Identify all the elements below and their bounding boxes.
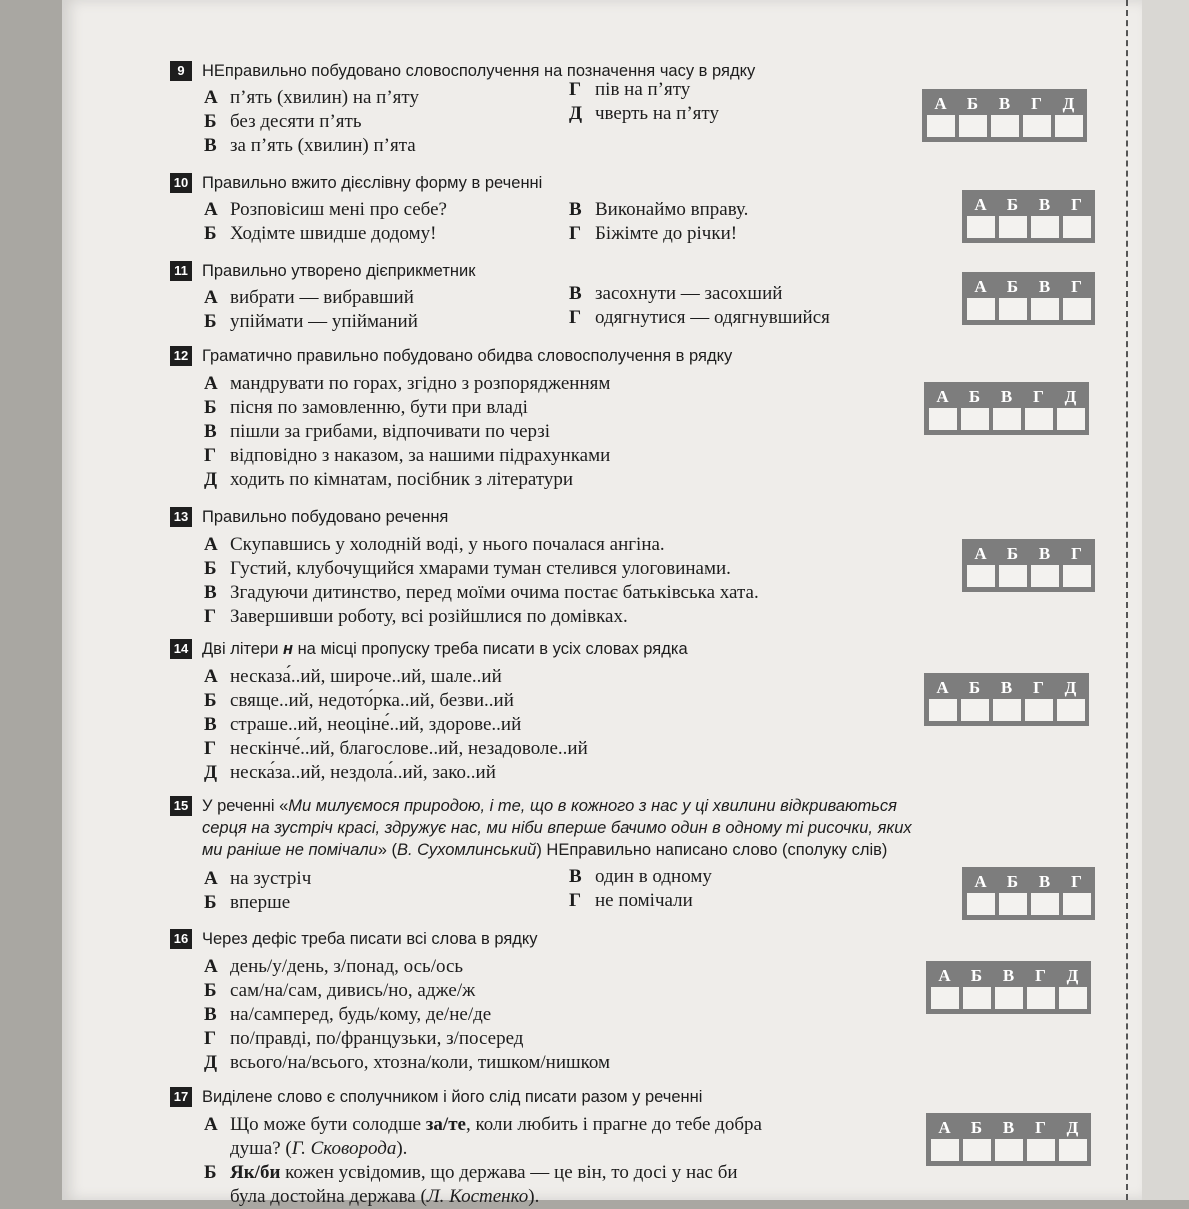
option-e: Д ходить по кімнатам, посібник з літератури	[204, 469, 574, 490]
option-b: Б без десяти п’ять	[204, 111, 362, 132]
option-b: Б пісня по замовленню, бути при владі	[204, 397, 528, 418]
question-number: 13	[170, 507, 192, 527]
question-12	[170, 345, 930, 492]
option-c: В на/самперед, будь/кому, де/не/де	[204, 1004, 492, 1025]
question-number: 16	[170, 929, 192, 949]
answer-box[interactable]	[1057, 408, 1085, 430]
question-13	[170, 506, 930, 629]
option-a: А мандрувати по горах, згідно з розпорядженням	[204, 373, 611, 394]
option-a: А несказа́..ий, широче..ий, шале..ий	[204, 666, 502, 687]
question-text: У реченні «Ми милуємося природою, і те, що в кожного з нас у ці хвилини відкриваються серця на зустріч красі, здружує нас, ми ніби вперше бачимо один в одному ті рисочки, яких ми раніше не помічали» (В. Сухомлинський) НЕправильно написано слово (сполуку слів)	[202, 797, 912, 859]
question-15	[170, 795, 915, 915]
option-a: А п’ять (хвилин) на п’яту	[204, 87, 419, 108]
answer-box[interactable]	[1055, 115, 1083, 137]
answer-box[interactable]	[967, 216, 995, 238]
answer-box[interactable]	[1063, 893, 1091, 915]
answer-box[interactable]	[1025, 408, 1053, 430]
question-17	[170, 1086, 930, 1209]
option-c: В Згадуючи дитинство, перед моїми очима постає батьківська хата.	[204, 582, 759, 603]
answer-box[interactable]	[1025, 699, 1053, 721]
question-text: Виділене слово є сполучником і його слід писати разом у реченні	[202, 1088, 703, 1106]
option-c: В за п’ять (хвилин) п’ята	[204, 135, 416, 156]
question-number: 14	[170, 639, 192, 659]
option-a: А день/у/день, з/понад, ось/ось	[204, 956, 464, 977]
option-d: Г відповідно з наказом, за нашими підрахунками	[204, 445, 611, 466]
question-14	[170, 638, 930, 785]
option-b: Б свяще..ий, недото́рка..ий, безви..ий	[204, 690, 514, 711]
answer-box[interactable]	[931, 987, 959, 1009]
answer-box[interactable]	[929, 408, 957, 430]
answer-box[interactable]	[961, 408, 989, 430]
question-number: 17	[170, 1087, 192, 1107]
option-b-continued: була достойна держава (Л. Костенко).	[230, 1186, 540, 1207]
answer-box[interactable]	[967, 298, 995, 320]
question-text: Правильно вжито дієслівну форму в реченні	[202, 174, 543, 192]
question-text: Граматично правильно побудовано обидва словосполучення в рядку	[202, 347, 733, 365]
answer-box[interactable]	[999, 893, 1027, 915]
answer-box[interactable]	[1063, 216, 1091, 238]
answer-box[interactable]	[1031, 893, 1059, 915]
question-9	[170, 60, 930, 158]
answer-grid-15: А Б В Г	[962, 867, 1095, 920]
option-a-continued: душа? (Г. Сковорода).	[230, 1138, 408, 1159]
option-e: Д всього/на/всього, хтозна/коли, тишком/нишком	[204, 1052, 611, 1073]
option-b: Б сам/на/сам, дивись/но, адже/ж	[204, 980, 476, 1001]
answer-box[interactable]	[1027, 987, 1055, 1009]
option-e: Д неска́за..ий, нездола́..ий, зако..ий	[204, 762, 496, 783]
answer-box[interactable]	[999, 565, 1027, 587]
option-c: В страше..ий, неоціне́..ий, здорове..ий	[204, 714, 522, 735]
answer-grid-11: А Б В Г	[962, 272, 1095, 325]
answer-box[interactable]	[1063, 565, 1091, 587]
answer-box[interactable]	[927, 115, 955, 137]
option-b: Б Густий, клубочущийся хмарами туман стелився улоговинами.	[204, 558, 731, 579]
option-b: Б Ходімте швидше додому!	[204, 223, 437, 244]
question-number: 10	[170, 173, 192, 193]
answer-box[interactable]	[1031, 298, 1059, 320]
answer-box[interactable]	[931, 1139, 959, 1161]
option-b: Б упіймати — упійманий	[204, 311, 418, 332]
option-d: Г нескінче́..ий, благослове..ий, незадоволе..ий	[204, 738, 588, 759]
question-text: Правильно побудовано речення	[202, 508, 449, 526]
option-a: А Що може бути солодше за/те, коли любить і прагне до тебе добра	[204, 1114, 762, 1135]
answer-box[interactable]	[967, 893, 995, 915]
option-a: А Скупавшись у холодній воді, у нього почалася ангіна.	[204, 534, 665, 555]
answer-box[interactable]	[959, 115, 987, 137]
answer-grid-13: А Б В Г	[962, 539, 1095, 592]
option-d: Г одягнутися — одягнувшийся	[569, 307, 830, 328]
answer-box[interactable]	[967, 565, 995, 587]
option-e: Д чверть на п’яту	[569, 103, 719, 124]
answer-box[interactable]	[1031, 216, 1059, 238]
question-text: НЕправильно побудовано словосполучення на позначення часу в рядку	[202, 62, 756, 80]
option-c: В засохнути — засохший	[569, 283, 783, 304]
answer-grid-12: А Б В Г Д	[924, 382, 1089, 435]
option-d: Г по/правді, по/французьки, з/посеред	[204, 1028, 524, 1049]
option-a: А вибрати — вибравший	[204, 287, 414, 308]
option-d: Г пів на п’яту	[569, 79, 691, 100]
option-d: Г не помічали	[569, 890, 693, 911]
answer-box[interactable]	[995, 1139, 1023, 1161]
answer-box[interactable]	[1031, 565, 1059, 587]
question-text: Правильно утворено дієприкметник	[202, 262, 476, 280]
answer-box[interactable]	[1027, 1139, 1055, 1161]
cut-line	[1126, 0, 1128, 1200]
question-text: Через дефіс треба писати всі слова в рядку	[202, 930, 538, 948]
answer-box[interactable]	[961, 699, 989, 721]
answer-grid-10: А Б В Г	[962, 190, 1095, 243]
answer-box[interactable]	[1063, 298, 1091, 320]
option-a: А Розповісиш мені про себе?	[204, 199, 447, 220]
question-16	[170, 928, 930, 1075]
question-text: Дві літери н на місці пропуску треба писати в усіх словах рядка	[202, 640, 688, 658]
answer-box[interactable]	[995, 987, 1023, 1009]
answer-box[interactable]	[999, 216, 1027, 238]
answer-box[interactable]	[993, 408, 1021, 430]
question-10	[170, 172, 930, 246]
option-b: Б вперше	[204, 892, 291, 913]
question-number: 9	[170, 61, 192, 81]
answer-box[interactable]	[929, 699, 957, 721]
answer-box[interactable]	[993, 699, 1021, 721]
answer-box[interactable]	[1023, 115, 1051, 137]
answer-grid-9: А Б В Г Д	[922, 89, 1087, 142]
question-number: 15	[170, 796, 192, 816]
question-number: 11	[170, 261, 192, 281]
option-c: В один в одному	[569, 866, 712, 887]
answer-grid-17: А Б В Г Д	[926, 1113, 1091, 1166]
answer-grid-14: А Б В Г Д	[924, 673, 1089, 726]
answer-grid-16: А Б В Г Д	[926, 961, 1091, 1014]
option-c: В Виконаймо вправу.	[569, 199, 749, 220]
question-11	[170, 260, 930, 334]
answer-box[interactable]	[963, 987, 991, 1009]
answer-box[interactable]	[1059, 1139, 1087, 1161]
question-number: 12	[170, 346, 192, 366]
answer-box[interactable]	[1059, 987, 1087, 1009]
option-d: Г Біжімте до річки!	[569, 223, 738, 244]
page-edge	[1142, 0, 1189, 1200]
option-c: В пішли за грибами, відпочивати по черзі	[204, 421, 551, 442]
option-a: А на зустріч	[204, 868, 312, 889]
answer-box[interactable]	[1057, 699, 1085, 721]
answer-box[interactable]	[999, 298, 1027, 320]
option-b: Б Як/би кожен усвідомив, що держава — це він, то досі у нас би	[204, 1162, 738, 1183]
option-d: Г Завершивши роботу, всі розійшлися по домівках.	[204, 606, 628, 627]
answer-box[interactable]	[963, 1139, 991, 1161]
answer-box[interactable]	[991, 115, 1019, 137]
